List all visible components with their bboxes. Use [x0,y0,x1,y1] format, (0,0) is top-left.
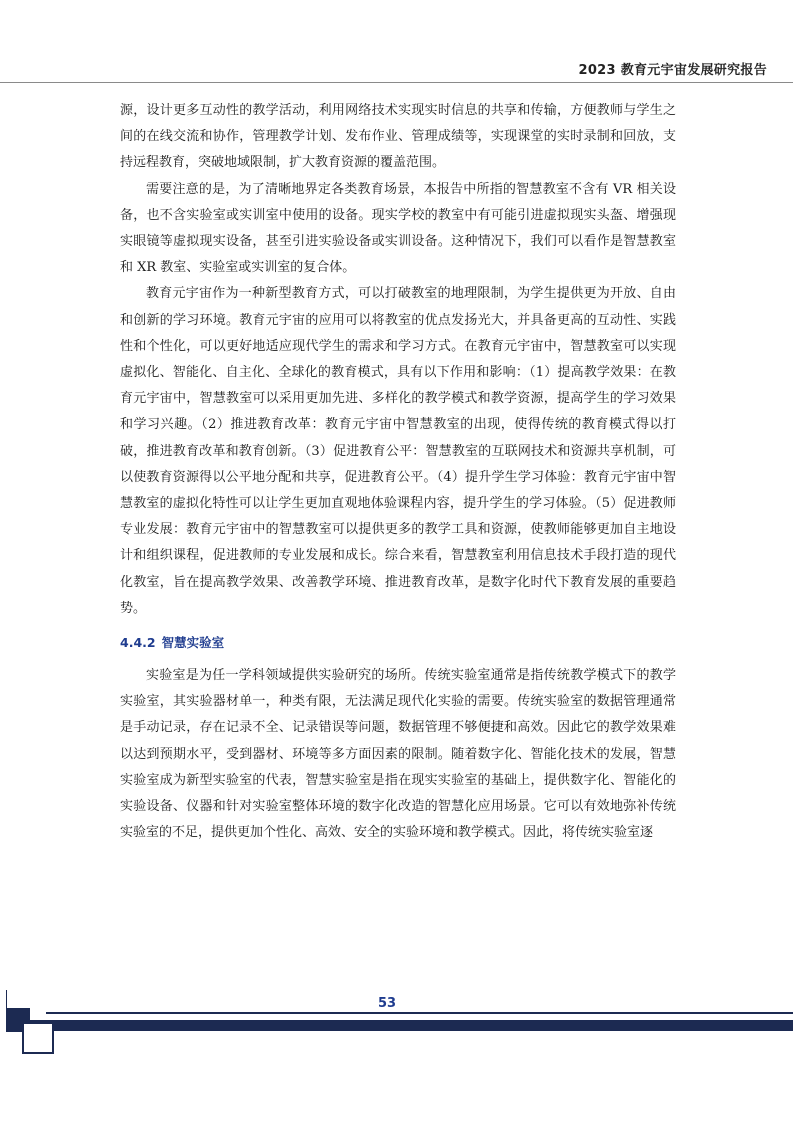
page-footer [0,990,793,1060]
page-body [120,98,676,846]
footer-rule [46,1012,793,1014]
paragraph: 源，设计更多互动性的教学活动，利用网络技术实现实时信息的共享和传输，方便教师与学生之间的在线交流和协作，管理教学计划、发布作业、管理成绩等，实现课堂的实时录制和回放，支持远程教育，突破地域限制，扩大教育资源的覆盖范围。 [120,103,676,171]
paragraph: 教育元宇宙作为一种新型教育方式，可以打破教室的地理限制，为学生提供更为开放、自由和创新的学习环境。教育元宇宙的应用可以将教室的优点发扬光大，并具备更高的互动性、实践性和个性化，可以更好地适应现代学生的需求和学习方式。在教育元宇宙中，智慧教室可以实现虚拟化、智能化、自主化、全球化的教育模式，具有以下作用和影响：（1）提高教学效果：在教育元宇宙中，智慧教室可以采用更加先进、多样化的教学模式和教学资源，提高学生的学习效果和学习兴趣。（2）推进教育改革：教育元宇宙中智慧教室的出现，使得传统的教育模式得以打破，推进教育改革和教育创新。（3）促进教育公平：智慧教室的互联网技术和资源共享机制，可以使教育资源得以公平地分配和共享，促进教育公平。（4）提升学生学习体验：教育元宇宙中智慧教室的虚拟化特性可以让学生更加直观地体验课程内容，提升学生的学习体验。（5）促进教师专业发展：教育元宇宙中的智慧教室可以提供更多的教学工具和资源，使教师能够更加自主地设计和组织课程，促进教师的专业发展和成长。综合来看，智慧教室利用信息技术手段打造的现代化教室，旨在提高教学效果、改善教学环境、推进教育改革，是数字化时代下教育发展的重要趋势。 [120,286,676,616]
paragraph: 实验室是为任一学科领域提供实验研究的场所。传统实验室通常是指传统教学模式下的教学实验室，其实验器材单一，种类有限，无法满足现代化实验的需要。传统实验室的数据管理通常是手动记录，存在记录不全、记录错误等问题，数据管理不够便捷和高效。因此它的教学效果难以达到预期水平，受到器材、环境等多方面因素的限制。随着数字化、智能化技术的发展，智慧实验室成为新型实验室的代表，智慧实验室是指在现实实验室的基础上，提供数字化、智能化的实验设备、仪器和针对实验室整体环境的数字化改造的智慧化应用场景。它可以有效地弥补传统实验室的不足，提供更加个性化、高效、安全的实验环境和教学模式。因此，将传统实验室逐 [120,668,676,841]
header-divider [0,82,793,83]
section-heading [120,633,676,653]
page-number: 53 [378,996,397,1011]
footer-square-outline [22,1022,54,1054]
header-title: 2023 教育元宇宙发展研究报告 [578,63,767,78]
section-number: 4.4.2 [120,635,156,651]
paragraph: 需要注意的是，为了清晰地界定各类教育场景，本报告中所指的智慧教室不含有 VR 相关设备，也不含实验室或实训室中使用的设备。现实学校的教室中有可能引进虚拟现实头盔、增强现实眼镜等虚拟现实设备，甚至引进实验设备或实训设备。这种情况下，我们可以看作是智慧教室和 XR 教室、实验室或实训室的复合体。 [120,181,676,276]
footer-band [26,1020,793,1031]
footer-decoration [6,990,7,1010]
section-title: 智慧实验室 [161,635,225,651]
